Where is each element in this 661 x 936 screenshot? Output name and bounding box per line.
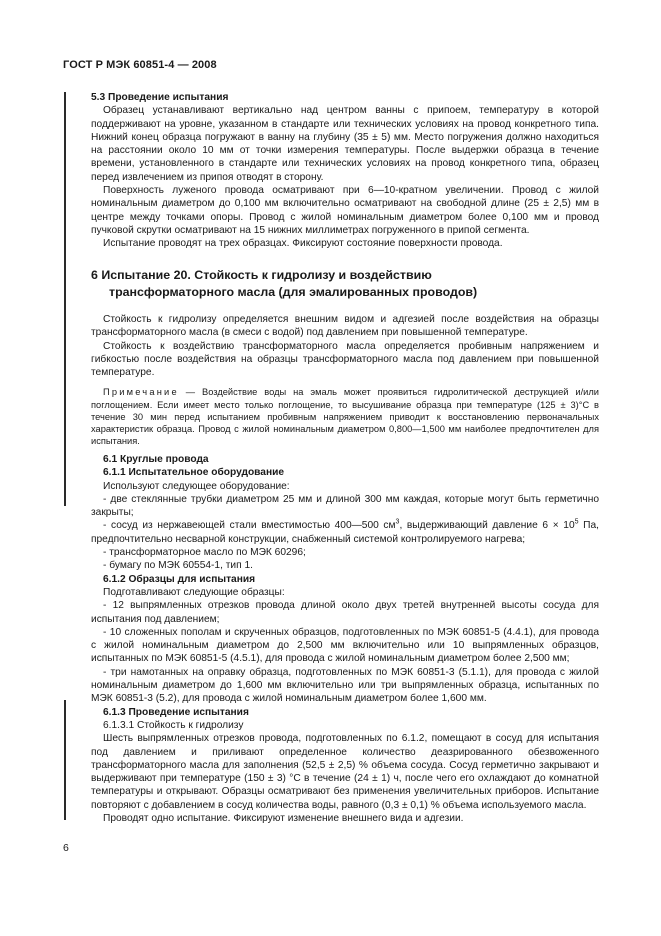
- note: [91, 386, 599, 447]
- paragraph: Стойкость к воздействию трансформаторного масла определяется пробивным напряжением и гибкостью после воздействия на образцы трансформаторного масла под давлением при повышенной температуре.: [91, 340, 599, 379]
- list-item: - 12 выпрямленных отрезков провода длиной около двух третей внутренней высоты сосуда для испытания под давлением;: [91, 600, 599, 625]
- document-header: ГОСТ Р МЭК 60851-4 — 2008: [63, 59, 217, 71]
- section-heading: 6.1.2 Образцы для испытания: [103, 573, 256, 585]
- section-5-3: [91, 91, 599, 251]
- paragraph: Испытание проводят на трех образцах. Фиксируют состояние поверхности провода.: [103, 238, 503, 250]
- paragraph: Поверхность луженого провода осматривают при 6—10-кратном увеличении. Провод с жилой номинальным диаметром до 0,100 мм включительно осматривают на свободной длине (25 ± 2,5) мм в центре между точками опоры. Провод с жилой номинальным диаметром более 0,100 мм и провод пучковой скрутки осматривают на 15 нижних миллиметрах погруженного в припой сегмента.: [91, 185, 599, 236]
- list-item: - три намотанных на оправку образца, подготовленных по МЭК 60851-3 (5.1.1), для провода с жилой номинальным диаметром до 1,600 мм включительно или три выпрямленных образца, испытанных по МЭК 60851-3 (5.2), для провода с жилой номинальным диаметром более 1,600 мм.: [91, 666, 599, 705]
- list-item: - бумагу по МЭК 60554-1, тип 1.: [103, 560, 253, 572]
- list-item: - трансформаторное масло по МЭК 60296;: [103, 547, 306, 559]
- paragraph: Используют следующее оборудование:: [103, 480, 290, 492]
- paragraph: Шесть выпрямленных отрезков провода, подготовленных по 6.1.2, помещают в сосуд для испытания под давлением и приливают определенное количество деазрированного обезвоженного трансформаторного масла для заполнения (52,5 ± 2,5) % объема сосуда. Сосуд герметично закрывают и выдерживают при температуре (150 ± 3) °С в течение (24 ± 1) ч, после чего его охлаждают до комнатной температуры и открывают. Образцы осматривают без применения увеличительных приборов. Испытание повторяют с добавлением в сосуд количества воды, равного (0,3 ± 0,1) % объема используемого масла.: [91, 733, 599, 811]
- section-6-body: [91, 313, 599, 448]
- paragraph: Проводят одно испытание. Фиксируют изменение внешнего вида и адгезии.: [103, 813, 464, 825]
- section-6-heading-line1: 6 Испытание 20. Стойкость к гидролизу и воздействию: [91, 268, 432, 282]
- change-bar-top: [64, 92, 66, 280]
- section-6-heading-line2: трансформаторного масла (для эмалированных проводов): [109, 285, 478, 299]
- paragraph: Стойкость к гидролизу определяется внешним видом и адгезией после воздействия на образцы трансформаторного масла (в смеси с водой) под давлением при повышенной температуре.: [91, 314, 599, 339]
- section-heading: 6.1 Круглые провода: [103, 454, 209, 465]
- section-6-heading: [91, 267, 599, 301]
- list-item: - 10 сложенных пополам и скрученных образцов, подготовленных по МЭК 60851-5 (4.4.1), для провода с жилой номинальным диаметром до 2,500 мм включительно или 10 выпрямленных образцов, испытанных по МЭК 60851-5 (4.5.1), для провода с жилой номинальным диаметром более 2,500 мм;: [91, 626, 599, 665]
- list-item: - две стеклянные трубки диаметром 25 мм и длиной 300 мм каждая, которые могут быть герметично закрыты;: [91, 493, 599, 519]
- section-6-1: [91, 453, 599, 825]
- subsection-heading: 6.1.3.1 Стойкость к гидролизу: [103, 719, 244, 731]
- list-item: - сосуд из нержавеющей стали вместимостью 400—500 $см^3$, выдерживающий давление $6 \times 10^5$ Па, предпочтительно несварной конструкции, снабженный системой контролируемого нагрева;: [91, 519, 599, 545]
- section-heading: 5.3 Проведение испытания: [91, 92, 229, 103]
- paragraph: Подготавливают следующие образцы:: [103, 586, 285, 598]
- change-bar-bottom: [64, 700, 66, 820]
- page-number: 6: [63, 842, 69, 854]
- paragraph: Образец устанавливают вертикально над центром ванны с припоем, температуру в которой поддерживают на уровне, указанном в стандарте или технических условиях на провод конкретного типа. Нижний конец образца погружают в ванну на глубину (35 ± 5) мм. Место погружения должно находиться на расстоянии около 10 мм от точки измерения температуры. После выдержки образца в течение времени, установленного в стандарте или технических условиях на провод конкретного типа, образец перед извлечением из припоя отводят в сторону.: [91, 105, 599, 183]
- section-6: [91, 267, 599, 301]
- note-label: Примечание: [103, 387, 179, 398]
- section-heading: 6.1.3 Проведение испытания: [103, 706, 249, 718]
- change-bar-middle: [64, 262, 66, 506]
- section-heading: 6.1.1 Испытательное оборудование: [103, 467, 285, 479]
- note-text: — Воздействие воды на эмаль может проявиться гидролитической деструкцией и/или поглощением. Если имеет место только поглощение, то высушивание образца при температуре (125 ± 3)°С в течение 30 мин перед испытанием пробивным напряжением приводит к восстановлению первоначальных характеристик образца. Провод с жилой номинальным диаметром 0,800—1,500 мм наиболее предпочтителен для испытания.: [91, 387, 599, 447]
